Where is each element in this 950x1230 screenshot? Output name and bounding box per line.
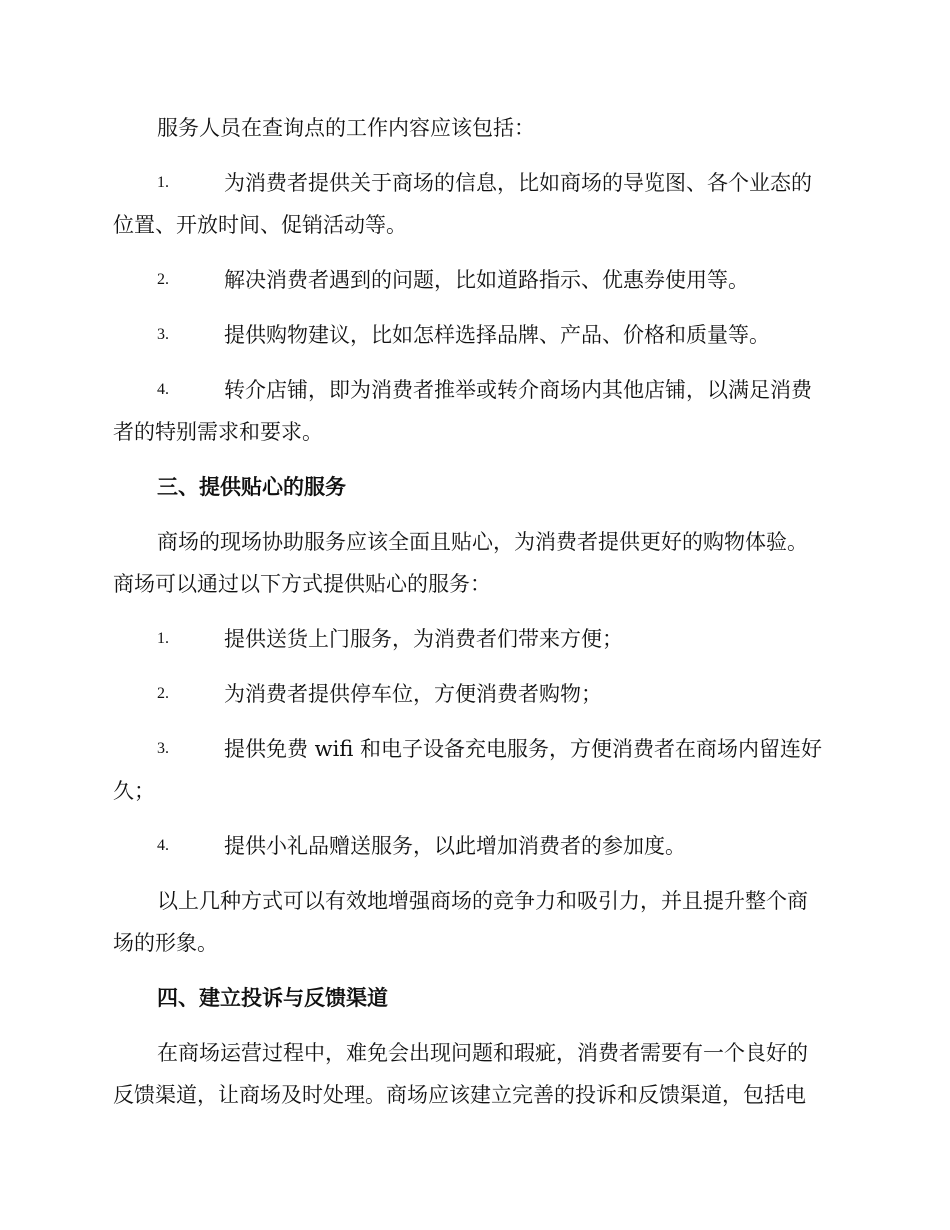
list-item-text: 提供送货上门服务，为消费者们带来方便；	[224, 627, 623, 651]
list-item-number: 4.	[157, 837, 169, 854]
list-item-number: 1.	[157, 174, 169, 191]
list-item-number: 4.	[157, 381, 169, 398]
list-item-text-continued: 久；	[113, 779, 155, 803]
conclusion-paragraph: 以上几种方式可以有效地增强商场的竞争力和吸引力，并且提升整个商	[157, 889, 808, 913]
list-item-number: 2.	[157, 271, 169, 288]
intro-paragraph: 服务人员在查询点的工作内容应该包括：	[157, 116, 535, 140]
list-item-text: 为消费者提供停车位，方便消费者购物；	[224, 682, 602, 706]
section-paragraph-continued: 商场可以通过以下方式提供贴心的服务：	[113, 572, 491, 596]
list-item-text: 提供购物建议，比如怎样选择品牌、产品、价格和质量等。	[224, 323, 770, 347]
section-paragraph: 在商场运营过程中，难免会出现问题和瑕疵，消费者需要有一个良好的	[157, 1041, 808, 1065]
section-paragraph-continued: 反馈渠道，让商场及时处理。商场应该建立完善的投诉和反馈渠道，包括电	[113, 1083, 806, 1107]
list-item-number: 3.	[157, 326, 169, 343]
list-item-text: 提供小礼品赠送服务，以此增加消费者的参加度。	[224, 834, 686, 858]
list-item-text: 解决消费者遇到的问题，比如道路指示、优惠券使用等。	[224, 268, 749, 292]
conclusion-paragraph-continued: 场的形象。	[113, 931, 218, 955]
section-heading: 四、建立投诉与反馈渠道	[157, 985, 388, 1010]
list-item-number: 3.	[157, 740, 169, 757]
section-heading: 三、提供贴心的服务	[157, 474, 346, 499]
list-item-number: 1.	[157, 630, 169, 647]
section-paragraph: 商场的现场协助服务应该全面且贴心，为消费者提供更好的购物体验。	[157, 530, 808, 554]
list-item-text-continued: 者的特别需求和要求。	[113, 420, 323, 444]
list-item-text-continued: 位置、开放时间、促销活动等。	[113, 213, 407, 237]
list-item-text: 为消费者提供关于商场的信息，比如商场的导览图、各个业态的	[224, 171, 812, 195]
list-item-number: 2.	[157, 685, 169, 702]
list-item-text: 提供免费 wifi 和电子设备充电服务，方便消费者在商场内留连好	[224, 737, 823, 761]
list-item-text: 转介店铺，即为消费者推举或转介商场内其他店铺，以满足消费	[224, 378, 812, 402]
